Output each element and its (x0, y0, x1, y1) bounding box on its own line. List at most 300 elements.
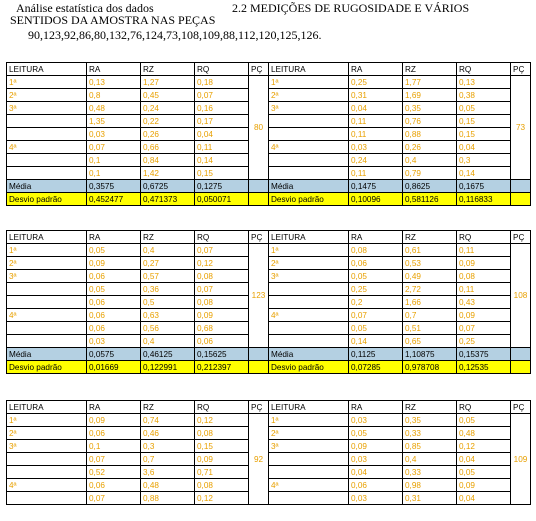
reading-label: 4ª (7, 141, 87, 154)
rq-value: 0,08 (195, 296, 249, 309)
reading-row (7, 453, 269, 466)
reading-label: 1ª (7, 414, 87, 427)
piece-number: 109 (511, 414, 531, 505)
column-header: RA (87, 63, 141, 76)
reading-row (7, 466, 269, 479)
media-rq-value: 0,1675 (457, 180, 511, 193)
rq-value: 0,05 (457, 466, 511, 479)
rq-value: 0,05 (457, 414, 511, 427)
reading-label (269, 128, 349, 141)
ra-value: 0,03 (349, 141, 403, 154)
empty-cell (511, 180, 531, 193)
ra-value: 0,07 (87, 492, 141, 505)
ra-value: 0,06 (87, 427, 141, 440)
reading-row (7, 296, 269, 309)
rz-value: 0,33 (403, 427, 457, 440)
rz-value: 0,51 (403, 322, 457, 335)
rq-value: 0,08 (195, 479, 249, 492)
media-ra-value: 0,1475 (349, 180, 403, 193)
desvio-rz-value: 0,471373 (141, 193, 195, 206)
reading-row (269, 76, 531, 89)
ra-value: 0,13 (87, 76, 141, 89)
section-subtitle: SENTIDOS DA AMOSTRA NAS PEÇAS (10, 13, 216, 27)
rz-value: 0,31 (403, 492, 457, 505)
ra-value: 0,07 (87, 453, 141, 466)
media-label: Média (7, 348, 87, 361)
rq-value: 0,18 (195, 76, 249, 89)
desvio-rz-value: 0,581126 (403, 193, 457, 206)
rz-value: 0,49 (403, 270, 457, 283)
piece-number: 80 (249, 76, 269, 180)
rz-value: 0,63 (141, 309, 195, 322)
rz-value: 0,4 (141, 244, 195, 257)
rz-value: 0,74 (141, 414, 195, 427)
ra-value: 0,09 (349, 440, 403, 453)
column-header: RA (349, 63, 403, 76)
column-header: RZ (403, 401, 457, 414)
ra-value: 0,06 (87, 296, 141, 309)
reading-label: 1ª (7, 76, 87, 89)
desvio-rq-value: 0,050071 (195, 193, 249, 206)
column-header: RQ (195, 63, 249, 76)
roughness-table (268, 230, 531, 374)
reading-row (269, 115, 531, 128)
reading-row (269, 322, 531, 335)
rq-value: 0,09 (457, 257, 511, 270)
reading-label (7, 154, 87, 167)
rq-value: 0,04 (457, 453, 511, 466)
reading-label: 2ª (269, 89, 349, 102)
rq-value: 0,25 (457, 335, 511, 348)
column-header: RA (87, 231, 141, 244)
reading-row (7, 270, 269, 283)
reading-label (269, 466, 349, 479)
column-header: PÇ (249, 231, 269, 244)
reading-label (7, 453, 87, 466)
rz-value: 1,77 (403, 76, 457, 89)
reading-row (7, 115, 269, 128)
rq-value: 0,06 (195, 335, 249, 348)
reading-row (7, 154, 269, 167)
column-header: LEITURA (7, 231, 87, 244)
rq-value: 0,05 (457, 102, 511, 115)
column-header: RQ (457, 63, 511, 76)
rz-value: 0,66 (141, 141, 195, 154)
mean-row (269, 180, 531, 193)
reading-row (7, 76, 269, 89)
rz-value: 0,45 (141, 89, 195, 102)
reading-label: 3ª (7, 440, 87, 453)
page-left-title: Análise estatística dos dados (16, 1, 154, 15)
column-header: RA (349, 401, 403, 414)
reading-label (7, 128, 87, 141)
reading-row (269, 167, 531, 180)
ra-value: 0,11 (349, 115, 403, 128)
ra-value: 0,2 (349, 296, 403, 309)
reading-row (269, 492, 531, 505)
rz-value: 0,35 (403, 414, 457, 427)
rz-value: 0,53 (403, 257, 457, 270)
reading-label (7, 335, 87, 348)
reading-row (269, 296, 531, 309)
column-header: LEITURA (269, 401, 349, 414)
desvio-ra-value: 0,10096 (349, 193, 403, 206)
ra-value: 0,24 (349, 154, 403, 167)
column-header: RQ (195, 401, 249, 414)
rq-value: 0,15 (195, 440, 249, 453)
reading-label (269, 115, 349, 128)
column-header: RQ (457, 231, 511, 244)
column-header: LEITURA (7, 63, 87, 76)
rq-value: 0,15 (457, 128, 511, 141)
reading-label: 3ª (269, 440, 349, 453)
reading-label (269, 322, 349, 335)
ra-value: 0,06 (349, 257, 403, 270)
column-header: RQ (457, 401, 511, 414)
desvio-rz-value: 0,978708 (403, 361, 457, 374)
rz-value: 0,26 (141, 128, 195, 141)
rz-value: 2,72 (403, 283, 457, 296)
desvio-ra-value: 0,01669 (87, 361, 141, 374)
ra-value: 0,03 (349, 492, 403, 505)
reading-label: 4ª (269, 141, 349, 154)
desvio-rq-value: 0,12535 (457, 361, 511, 374)
reading-row (269, 427, 531, 440)
reading-label: 3ª (7, 102, 87, 115)
media-rq-value: 0,15375 (457, 348, 511, 361)
ra-value: 1,35 (87, 115, 141, 128)
column-header: PÇ (511, 63, 531, 76)
rz-value: 0,48 (141, 479, 195, 492)
desvio-label: Desvio padrão (269, 361, 349, 374)
ra-value: 0,14 (349, 335, 403, 348)
rz-value: 3,6 (141, 466, 195, 479)
piece-number: 108 (511, 244, 531, 348)
reading-row (269, 479, 531, 492)
rz-value: 0,33 (403, 466, 457, 479)
ra-value: 0,11 (349, 128, 403, 141)
rq-value: 0,09 (457, 309, 511, 322)
rq-value: 0,14 (457, 167, 511, 180)
media-rz-value: 0,8625 (403, 180, 457, 193)
column-header: LEITURA (7, 401, 87, 414)
desvio-ra-value: 0,07285 (349, 361, 403, 374)
rz-value: 0,36 (141, 283, 195, 296)
rq-value: 0,07 (195, 244, 249, 257)
rz-value: 0,46 (141, 427, 195, 440)
piece-list: 90,123,92,86,80,132,76,124,73,108,109,88,112,120,125,126. (28, 28, 322, 42)
media-label: Média (7, 180, 87, 193)
std-dev-row (269, 361, 531, 374)
desvio-rq-value: 0,212397 (195, 361, 249, 374)
rz-value: 0,35 (403, 102, 457, 115)
reading-label (7, 322, 87, 335)
media-ra-value: 0,0575 (87, 348, 141, 361)
desvio-rz-value: 0,122991 (141, 361, 195, 374)
column-header: PÇ (511, 401, 531, 414)
rz-value: 0,85 (403, 440, 457, 453)
reading-row (7, 492, 269, 505)
piece-number: 73 (511, 76, 531, 180)
ra-value: 0,03 (349, 453, 403, 466)
rq-value: 0,04 (195, 128, 249, 141)
rq-value: 0,09 (195, 453, 249, 466)
reading-row (7, 167, 269, 180)
reading-row (269, 414, 531, 427)
reading-label: 2ª (269, 427, 349, 440)
reading-row (269, 128, 531, 141)
std-dev-row (269, 193, 531, 206)
ra-value: 0,06 (87, 309, 141, 322)
ra-value: 0,05 (87, 283, 141, 296)
rz-value: 0,26 (403, 141, 457, 154)
rq-value: 0,07 (457, 322, 511, 335)
ra-value: 0,08 (349, 244, 403, 257)
reading-label (7, 115, 87, 128)
ra-value: 0,05 (349, 270, 403, 283)
rq-value: 0,48 (457, 427, 511, 440)
ra-value: 0,25 (349, 76, 403, 89)
reading-row (7, 89, 269, 102)
column-header: PÇ (511, 231, 531, 244)
reading-row (269, 283, 531, 296)
ra-value: 0,07 (87, 141, 141, 154)
reading-row (269, 309, 531, 322)
rz-value: 0,3 (141, 440, 195, 453)
rq-value: 0,08 (457, 270, 511, 283)
ra-value: 0,05 (349, 427, 403, 440)
rq-value: 0,12 (195, 414, 249, 427)
ra-value: 0,03 (87, 335, 141, 348)
rz-value: 0,79 (403, 167, 457, 180)
reading-label: 3ª (269, 270, 349, 283)
reading-label: 1ª (7, 244, 87, 257)
rz-value: 1,69 (403, 89, 457, 102)
rz-value: 0,27 (141, 257, 195, 270)
column-header: RZ (141, 231, 195, 244)
rq-value: 0,16 (195, 102, 249, 115)
reading-label: 3ª (7, 270, 87, 283)
empty-cell (249, 361, 269, 374)
empty-cell (511, 348, 531, 361)
rq-value: 0,12 (195, 257, 249, 270)
ra-value: 0,05 (349, 322, 403, 335)
rq-value: 0,11 (195, 141, 249, 154)
empty-cell (249, 193, 269, 206)
reading-label (7, 296, 87, 309)
roughness-table (6, 62, 269, 206)
ra-value: 0,25 (349, 283, 403, 296)
rq-value: 0,3 (457, 154, 511, 167)
media-label: Média (269, 348, 349, 361)
column-header: RA (349, 231, 403, 244)
desvio-label: Desvio padrão (7, 361, 87, 374)
ra-value: 0,04 (349, 466, 403, 479)
rq-value: 0,71 (195, 466, 249, 479)
media-label: Média (269, 180, 349, 193)
ra-value: 0,48 (87, 102, 141, 115)
ra-value: 0,52 (87, 466, 141, 479)
rz-value: 0,98 (403, 479, 457, 492)
mean-row (7, 180, 269, 193)
rz-value: 0,5 (141, 296, 195, 309)
ra-value: 0,1 (87, 440, 141, 453)
reading-row (7, 479, 269, 492)
reading-label: 1ª (269, 414, 349, 427)
desvio-ra-value: 0,452477 (87, 193, 141, 206)
ra-value: 0,05 (87, 244, 141, 257)
section-title: 2.2 MEDIÇÕES DE RUGOSIDADE E VÁRIOS (232, 1, 470, 15)
column-header: RZ (141, 401, 195, 414)
reading-label: 4ª (7, 309, 87, 322)
rq-value: 0,15 (457, 115, 511, 128)
roughness-table (6, 400, 269, 505)
reading-label: 2ª (269, 257, 349, 270)
ra-value: 0,8 (87, 89, 141, 102)
rq-value: 0,12 (457, 440, 511, 453)
rq-value: 0,13 (457, 76, 511, 89)
reading-label: 2ª (7, 427, 87, 440)
reading-row (7, 257, 269, 270)
ra-value: 0,04 (349, 102, 403, 115)
rz-value: 0,56 (141, 322, 195, 335)
ra-value: 0,06 (87, 322, 141, 335)
rz-value: 0,24 (141, 102, 195, 115)
reading-label (269, 167, 349, 180)
desvio-label: Desvio padrão (7, 193, 87, 206)
media-ra-value: 0,1125 (349, 348, 403, 361)
reading-row (7, 141, 269, 154)
rz-value: 0,4 (403, 154, 457, 167)
ra-value: 0,1 (87, 154, 141, 167)
rq-value: 0,11 (457, 283, 511, 296)
reading-row (269, 440, 531, 453)
reading-label (7, 492, 87, 505)
rz-value: 0,88 (141, 492, 195, 505)
reading-row (7, 244, 269, 257)
reading-row (7, 427, 269, 440)
reading-row (7, 335, 269, 348)
mean-row (7, 348, 269, 361)
rq-value: 0,14 (195, 154, 249, 167)
empty-cell (511, 361, 531, 374)
roughness-table (268, 62, 531, 206)
reading-label (269, 296, 349, 309)
piece-number: 92 (249, 414, 269, 505)
media-rq-value: 0,15625 (195, 348, 249, 361)
rz-value: 0,57 (141, 270, 195, 283)
rq-value: 0,08 (195, 427, 249, 440)
ra-value: 0,03 (349, 414, 403, 427)
reading-row (269, 89, 531, 102)
reading-label: 3ª (269, 102, 349, 115)
rz-value: 0,88 (403, 128, 457, 141)
rz-value: 0,76 (403, 115, 457, 128)
desvio-rq-value: 0,116833 (457, 193, 511, 206)
reading-label (269, 154, 349, 167)
reading-label: 4ª (269, 479, 349, 492)
reading-row (7, 128, 269, 141)
piece-number: 123 (249, 244, 269, 348)
reading-row (269, 257, 531, 270)
rq-value: 0,68 (195, 322, 249, 335)
rz-value: 0,84 (141, 154, 195, 167)
reading-row (7, 283, 269, 296)
rz-value: 0,61 (403, 244, 457, 257)
rq-value: 0,04 (457, 141, 511, 154)
rz-value: 0,22 (141, 115, 195, 128)
ra-value: 0,06 (349, 479, 403, 492)
reading-label: 1ª (269, 244, 349, 257)
media-rq-value: 0,1275 (195, 180, 249, 193)
reading-label: 2ª (7, 89, 87, 102)
ra-value: 0,06 (87, 479, 141, 492)
rq-value: 0,09 (457, 479, 511, 492)
rz-value: 0,7 (403, 309, 457, 322)
column-header: RQ (195, 231, 249, 244)
reading-row (269, 270, 531, 283)
empty-cell (249, 348, 269, 361)
ra-value: 0,06 (87, 270, 141, 283)
media-rz-value: 0,6725 (141, 180, 195, 193)
reading-label (269, 453, 349, 466)
rz-value: 1,27 (141, 76, 195, 89)
ra-value: 0,31 (349, 89, 403, 102)
reading-label: 4ª (269, 309, 349, 322)
rz-value: 0,4 (141, 335, 195, 348)
ra-value: 0,09 (87, 414, 141, 427)
ra-value: 0,09 (87, 257, 141, 270)
column-header: PÇ (249, 63, 269, 76)
rq-value: 0,07 (195, 283, 249, 296)
reading-label (7, 283, 87, 296)
reading-label (269, 492, 349, 505)
rq-value: 0,43 (457, 296, 511, 309)
reading-label (269, 283, 349, 296)
media-rz-value: 1,10875 (403, 348, 457, 361)
rq-value: 0,17 (195, 115, 249, 128)
desvio-label: Desvio padrão (269, 193, 349, 206)
reading-row (269, 154, 531, 167)
rq-value: 0,08 (195, 270, 249, 283)
media-ra-value: 0,3575 (87, 180, 141, 193)
reading-label: 4ª (7, 479, 87, 492)
reading-row (7, 309, 269, 322)
ra-value: 0,03 (87, 128, 141, 141)
column-header: RZ (403, 231, 457, 244)
reading-row (7, 440, 269, 453)
empty-cell (511, 193, 531, 206)
ra-value: 0,07 (349, 309, 403, 322)
std-dev-row (7, 361, 269, 374)
mean-row (269, 348, 531, 361)
reading-label (7, 466, 87, 479)
media-rz-value: 0,46125 (141, 348, 195, 361)
reading-label: 2ª (7, 257, 87, 270)
rz-value: 0,7 (141, 453, 195, 466)
roughness-table (6, 230, 269, 374)
rq-value: 0,09 (195, 309, 249, 322)
rq-value: 0,11 (457, 244, 511, 257)
std-dev-row (7, 193, 269, 206)
rz-value: 0,65 (403, 335, 457, 348)
column-header: RZ (141, 63, 195, 76)
rq-value: 0,12 (195, 492, 249, 505)
empty-cell (249, 180, 269, 193)
reading-row (269, 453, 531, 466)
column-header: PÇ (249, 401, 269, 414)
reading-row (7, 102, 269, 115)
